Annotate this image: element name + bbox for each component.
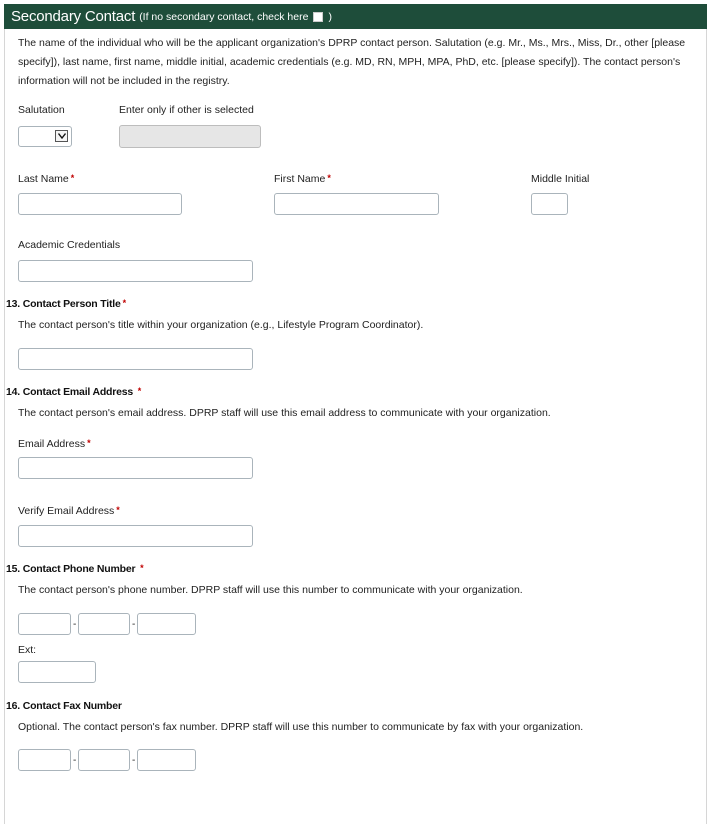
email-address-label-text: Email Address xyxy=(18,438,86,450)
first-name-label-text: First Name xyxy=(274,173,326,185)
q14-description: The contact person's email address. DPRP staff will use this email address to communicate with your organization. xyxy=(18,407,551,419)
email-address-label xyxy=(18,438,91,450)
q13-description: The contact person's title within your organization (e.g., Lifestyle Program Coordinator). xyxy=(18,319,424,331)
salutation-label: Salutation xyxy=(18,104,65,116)
section-title: Secondary Contact xyxy=(11,8,136,25)
phone-line-input[interactable] xyxy=(137,613,196,635)
required-mark: * xyxy=(137,386,142,396)
intro-line-3: information will not be included in the registry. xyxy=(18,75,230,87)
q14-title-text: 14. Contact Email Address xyxy=(6,386,134,398)
section-header xyxy=(4,4,707,29)
no-secondary-note-text: (If no secondary contact, check here xyxy=(139,10,309,23)
q15-description: The contact person's phone number. DPRP staff will use this number to communicate with your organization. xyxy=(18,584,523,596)
chevron-down-icon xyxy=(55,130,68,142)
first-name-input[interactable] xyxy=(274,193,439,215)
q16-title: 16. Contact Fax Number xyxy=(6,700,122,712)
salutation-select[interactable] xyxy=(18,126,72,147)
phone-dash: - xyxy=(132,619,136,630)
intro-description xyxy=(18,34,698,91)
required-mark: * xyxy=(140,563,144,573)
verify-email-label xyxy=(18,505,120,517)
academic-credentials-input[interactable] xyxy=(18,260,253,282)
phone-prefix-input[interactable] xyxy=(78,613,130,635)
first-name-label xyxy=(274,173,331,185)
q15-title-text: 15. Contact Phone Number xyxy=(6,563,136,575)
intro-line-2: specify]), last name, first name, middle initial, academic credentials (e.g. MD, RN, MPH, MPA, PhD, etc. [please specify]). The contact person's xyxy=(18,56,681,68)
q13-title xyxy=(6,298,126,310)
required-mark: * xyxy=(116,505,120,515)
q16-description: Optional. The contact person's fax number. DPRP staff will use this number to communicate by fax with your organization. xyxy=(18,721,584,733)
verify-email-label-text: Verify Email Address xyxy=(18,505,115,517)
fax-dash: - xyxy=(132,755,136,766)
last-name-label-text: Last Name xyxy=(18,173,69,185)
fax-line-input[interactable] xyxy=(137,749,196,771)
phone-area-code-input[interactable] xyxy=(18,613,71,635)
other-salutation-label: Enter only if other is selected xyxy=(119,104,254,116)
no-secondary-note xyxy=(139,11,332,23)
required-mark: * xyxy=(87,438,91,448)
middle-initial-label: Middle Initial xyxy=(531,173,590,185)
academic-credentials-label: Academic Credentials xyxy=(18,239,121,251)
last-name-label xyxy=(18,173,74,185)
no-secondary-contact-checkbox[interactable] xyxy=(313,12,323,22)
phone-ext-input[interactable] xyxy=(18,661,96,683)
contact-title-input[interactable] xyxy=(18,348,253,370)
phone-ext-label: Ext: xyxy=(18,644,37,656)
fax-prefix-input[interactable] xyxy=(78,749,130,771)
other-salutation-input[interactable] xyxy=(119,125,261,148)
no-secondary-note-close: ) xyxy=(328,10,332,23)
phone-dash: - xyxy=(73,619,77,630)
last-name-input[interactable] xyxy=(18,193,182,215)
q15-title xyxy=(6,563,143,575)
intro-line-1: The name of the individual who will be the applicant organization's DPRP contact person. Salutation (e.g. Mr., Ms., Mrs., Miss, Dr., other [please xyxy=(18,37,686,49)
fax-area-code-input[interactable] xyxy=(18,749,71,771)
fax-dash: - xyxy=(73,755,77,766)
required-mark: * xyxy=(327,173,331,183)
q13-title-text: 13. Contact Person Title xyxy=(6,298,121,310)
required-mark: * xyxy=(122,298,126,308)
required-mark: * xyxy=(70,173,75,183)
q14-title xyxy=(6,386,141,398)
email-address-input[interactable] xyxy=(18,457,253,479)
middle-initial-input[interactable] xyxy=(531,193,568,215)
verify-email-input[interactable] xyxy=(18,525,253,547)
